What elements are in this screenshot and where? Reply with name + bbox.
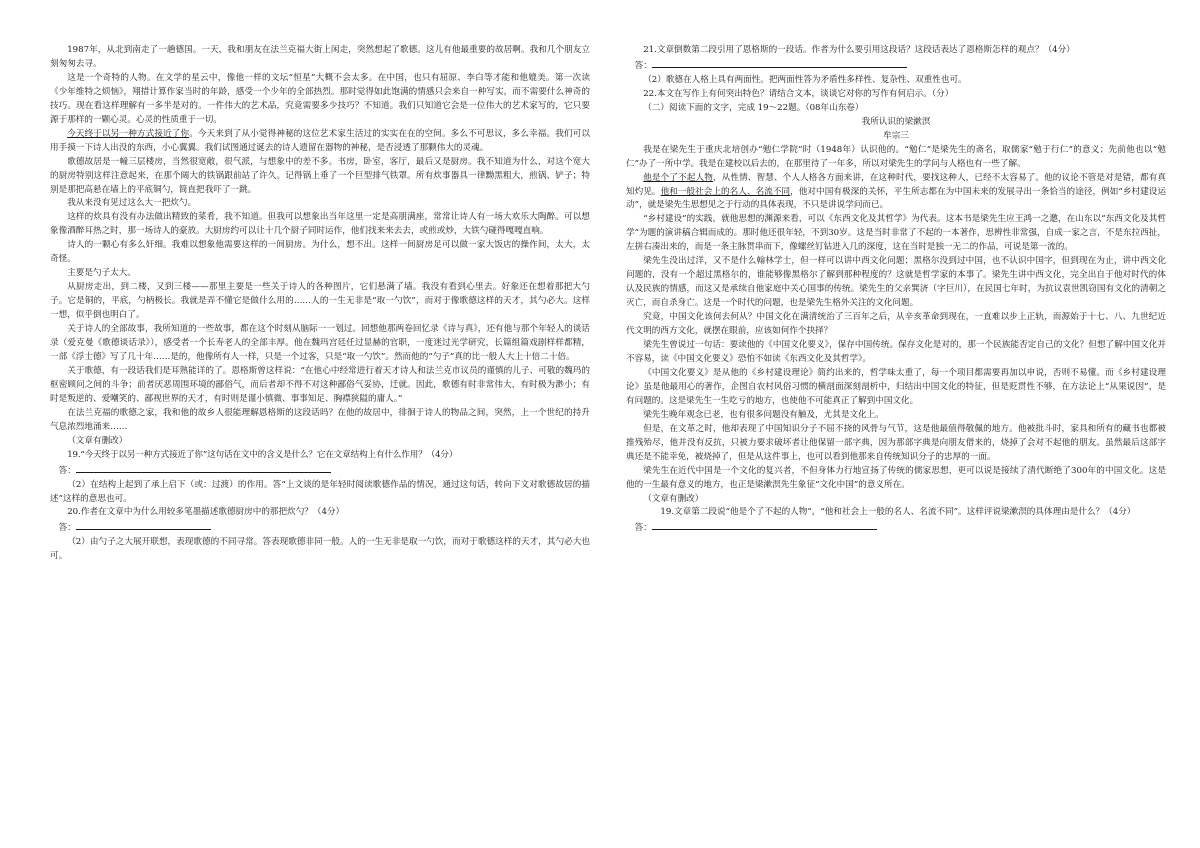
passage-paragraph: 关于诗人的全部故事，我所知道的一些故事，都在这个时刻从脑际一一划过。回想他那两卷回忆录《诗与真》，还有他与那个年轻人的谈话录（爱克曼《歌德谈话录》），感受者一个长寿老人的全部丰厚。他在魏玛宫廷任过显赫的官职，一度迷过光学研究，长篇组篇戏剧样样都精，一部《浮士德》写了几十年……是的，他像所有人一样，只是一个过客，只是“取一勺饮”。然而他的“勺子”真的比一般人大上十倍二十倍。 (50, 324, 590, 362)
passage-paragraph: 我是在梁先生于重庆北培创办“勉仁学院”时（1948年）认识他的。“勉仁”是梁先生的斋名，取儒家“勉于行仁”的意义；先前他也以“勉仁”办了一所中学。我是在建校以后去的，在那里待了一年多，所以对梁先生的学问与人格也有一些了解。 (626, 144, 1166, 169)
question-21: 21.文章倒数第二段引用了恩格斯的一段话。作者为什么要引用这段话？这段话表达了恩格斯怎样的观点？（4分） (643, 45, 1075, 55)
question-20: 20.作者在文章中为什么用较多笔墨描述歌德厨房中的那把炊勺？（4分） (67, 507, 345, 518)
passage-paragraph: 关于歌德，有一段话我们是耳熟能详的了。恩格斯曾这样说：“在他心中经常进行着天才诗人和法兰克市议员的谨慎的儿子、可敬的魏玛的枢密顾问之间的斗争；前者厌恶周围环境的鄙俗气，而后者却不得不对这种鄙俗气妥协，迁就。因此，歌德有时非常伟大，有时极为渺小；有时是叛逆的、爱嘲笑的、鄙视世界的天才，有时则是谨小慎微、事事知足、胸襟狭隘的庸人。” (50, 365, 590, 404)
answer-text: （2）在结构上起到了承上启下（或：过渡）的作用。答“上文谈的是年轻时阅读歌德作品的情况，通过这句话，转向下文对歌德故居的描述”这样的意思也可。 (50, 479, 590, 504)
passage-text: ，从性情、智慧、个人人格各方面来讲，在这种时代，要找这种人，已经不太容易了。他的议论不管是对是错，都有真知灼见。 (626, 172, 1166, 197)
question-19: 19.“今天终于以另一种方式接近了你”这句话在文中的含义是什么？它在文章结构上有什么作用？（4分） (67, 449, 458, 460)
underlined-sentence: 今天终于以另一种方式接近了你 (67, 128, 190, 139)
answer-label: 答： (58, 465, 76, 476)
underlined-sentence: 他和一般社会上的名人、名流不同 (660, 186, 791, 197)
passage-paragraph: 梁先生晚年观念已老，也有很多问题没有触及，尤其是文化上。 (643, 409, 884, 420)
source-note: （文章有删改） (643, 493, 704, 504)
answer-label: 答： (58, 523, 76, 534)
answer-blank (76, 520, 211, 530)
answer-label: 答： (634, 523, 652, 534)
underlined-sentence: 他是个了不起人物 (643, 172, 713, 183)
passage-paragraph: 但是，在文革之时，他却表现了中国知识分子不屈不挠的风骨与气节，这是他最值得敬佩的地方。他被批斗时，家具和所有的藏书也都被推残殆尽，他并没有反抗，只被力要求破坏者让他保留一部字典，因为那部字典是向朋友借来的，烧掉了会对不起他的朋友。虽然最后这部字典还是不能幸免，被烧掉了，但是从这件事上，也可以看到他那来自传统知识分子的忠厚的一面。 (626, 423, 1166, 462)
left-column (50, 44, 590, 564)
answer-label: 答： (634, 60, 652, 71)
article-author: 牟宗三 (883, 130, 909, 141)
passage-paragraph: 在法兰克福的歌德之家，我和他的故乡人很能理解恩格斯的这段话吗？在他的故居中，徘徊于诗人的物品之间，突然，上一个世纪的持升气息浓烈地涌来…… (50, 407, 590, 432)
passage-paragraph: 我从来没有见过这么大一把炊勺。 (67, 198, 197, 209)
answer-text: （2）由勺子之大展开联想，表现歌德的不同寻常。答表现歌德非同一般。人的一生无非是取一勺饮，而对于歌德这样的天才，其勺必大也可。 (50, 537, 590, 562)
right-column (626, 44, 1166, 536)
passage-paragraph: 诗人的一颗心有多么奸细。我难以想象他需要这样的一间厨房。为什么，想不出。这样一间厨房足可以做一家大饭店的操作间，太大，太奇怪。 (50, 240, 590, 265)
answer-blank (652, 58, 907, 68)
passage-paragraph: 梁先生在近代中国是一个文化的复兴者，不但身体力行地宣扬了传统的儒家思想，更可以说是接续了清代断绝了300年的中国文化。这是他的一生最有意义的地方，也正是梁漱溟先生象征“文化中国”的意义所在。 (626, 465, 1166, 490)
passage-paragraph: “乡村建设”的实践，就他思想的渊源来看，可以《东西文化及其哲学》为代表。这本书是梁先生应王鸿一之邀，在山东以“东西文化及其哲学”为题的演讲稿合辑而成的。那时他还很年轻，不到30岁。这是当时非常了不起的一本著作，思辨性非常强，自成一家之言，不是东拉西扯，左拼右凑出来的，而是一条主脉贯串而下，像螺丝钉钻进入几的深度，这在当时是独一无二的作品，可说是第一流的。 (626, 214, 1166, 253)
answer-line (626, 520, 1166, 536)
passage-text: ，他对中国有极深的关怀，平生所志都在为中国未来的发展寻出一条恰当的途径，例如“乡村建设运动”，就是梁先生思想见之于行动的具体表现，不只是讲说学问而已。 (626, 186, 1166, 211)
passage-paragraph: 究竟，中国文化该何去何从？中国文化在满清统治了三百年之后，从辛亥革命到现在，一直难以步上正轨，而源始于十七、八、九世纪近代文明的西方文化，就摆在眼前，应该如何作个抉择？ (626, 312, 1166, 337)
answer-blank (652, 520, 877, 530)
passage-paragraph: 主要是勺子太大。 (67, 268, 136, 279)
passage-paragraph: 这样的炊具有没有办法做出精致的菜肴，我不知道。但我可以想象出当年这里一定是高朋满座，常常让诗人有一场大欢乐大陶醉。可以想象像酒醉耳热之时，那一场诗人的豪放。大厨房约可以让十几个厨子同时运作，他们找来来去去，或煎或炒，大铁勺碰得嘎嘎直响。 (50, 212, 590, 237)
passage-paragraph (626, 172, 1166, 214)
answer-text: （2）歌德在人格上具有两面性。把两面性答为矛盾性多样性、复杂性、双重性也可。 (643, 74, 967, 85)
passage-paragraph: 歌德故居是一幢三层楼房，当然很宽敞，很气派，与想象中的差不多。书房，卧室，客厅，最后又是厨房。我不知道为什么，对这个宽大的厨房特别这样注意起来，在那个阔大的铁锅跟前站了许久。记得锅上垂了一个巨型排气铁罩。所有炊事器具一律黝黑粗大，煎锅、铲子；特别是那把高悬在墙上的平底铜勺，简直把我吓了一跳。 (50, 156, 590, 195)
answer-line (50, 463, 590, 479)
section-heading: （二）阅读下面的文字，完成 19～22题。（08年山东卷） (643, 102, 864, 113)
answer-line (626, 58, 1166, 74)
answer-blank (76, 463, 331, 473)
answer-line (50, 520, 590, 536)
passage-paragraph (50, 128, 590, 156)
passage-paragraph: 梁先生没出过洋，又不是什么翰林学士，但一样可以讲中西文化问题；黑格尔没到过中国，也不认识中国字，但到现在为止，讲中西文化问题的，没有一个超过黑格尔的，谁能够像黑格尔了解到那种程度的？这就是哲学家的本事了。梁先生讲中西文化，完全出自于他对时代的体认及民族的情感，而这又是承续自他家庭中关心国事的传统。梁先生的父亲巽济（字巨川），在民国七年时，为抗议袁世凯窃国有文化的清朝之灭亡，而自杀身亡。这是一个时代的问题，也是梁先生格外关注的文化问题。 (626, 256, 1166, 309)
passage-paragraph: 梁先生曾说过一句话：要读他的《中国文化要义》，保存中国传统。保存文化是对的，那一个民族能否定自己的文化？但想了解中国文化并不容易，读《中国文化要义》恐怕不如读《东西文化及其哲学》。 (626, 340, 1166, 364)
passage-text: 。今天来到了从小觉得神秘的这位艺术家生活过的实实在在的空间。多么不可思议，多么幸福。我们可以用手摸一下诗人出没的东西，小心翼翼。我们试图通过诞去的诗人遗留在器物的神秘，是否浸透了那颗伟大的灵魂。 (50, 128, 590, 153)
passage-paragraph: 《中国文化要义》是从他的《乡村建设理论》简约出来的，哲学味太重了，每一个项目都需要再加以申说，否则不易懂。而《乡村建设理论》虽是他最用心的著作，企图自农村风俗习惯的横剖面深刻剖析中，归结出中国文化的特征，但是贬贯性不够，在方法论上“从果说因”，是有问题的。这是梁先生一生吃亏的地方，也使他不可能真正了解到中国文化。 (626, 367, 1166, 406)
passage-paragraph: 这是一个奇特的人物。在文学的星云中，像他一样的文坛“恒星”大概不会太多。在中国，也只有屈原、李白等才能和他媲美。第一次读《少年维特之烦恼》，翔措计算作家当时的年龄，感受一个少年的全部热烈。那时觉得如此饱满的情感只会来自一种写实，而不需要什么神奇的技巧。现在看这样理解有一多半是对的。一件伟大的艺术品，究竟需要多少技巧？不知道。我们只知道它会是一位伟大的艺术家写的，它只要源于那样的一颗心灵。心灵的性质重于一切。 (50, 72, 590, 125)
passage-paragraph: 从厨房走出，到二楼，又到三楼——那里主要是一些关于诗人的各种图片，它们悬满了墙。我没有看到心里去。好象还在想着那把大勺子。它是铜的，平底，勺柄极长。我就是弄不懂它是做什么用的……人的一生无非是“取一勺饮”，而对于像歌德这样的天才，其勺必大。这样一想，似乎倒也明白了。 (50, 282, 590, 321)
article-title: 我所认识的梁漱溟 (861, 116, 931, 127)
source-note: （文章有删改） (67, 435, 128, 446)
question-19-right: 19.文章第二段说“他是个了不起的人物”，“他和社会上一般的名人、名流不同”。这样评说梁漱溟的具体理由是什么？（4分） (660, 507, 1136, 518)
question-22: 22.本文在写作上有何突出特色？请结合文本，谈谈它对你的写作有何启示。（分） (643, 88, 954, 99)
passage-paragraph: 1987年，从北到南走了一趟德国。一天，我和朋友在法兰克福大街上闲走，突然想起了歌德。这儿有他最重要的故居啊。我和几个朋友立刻匆匆去寻。 (50, 45, 590, 69)
